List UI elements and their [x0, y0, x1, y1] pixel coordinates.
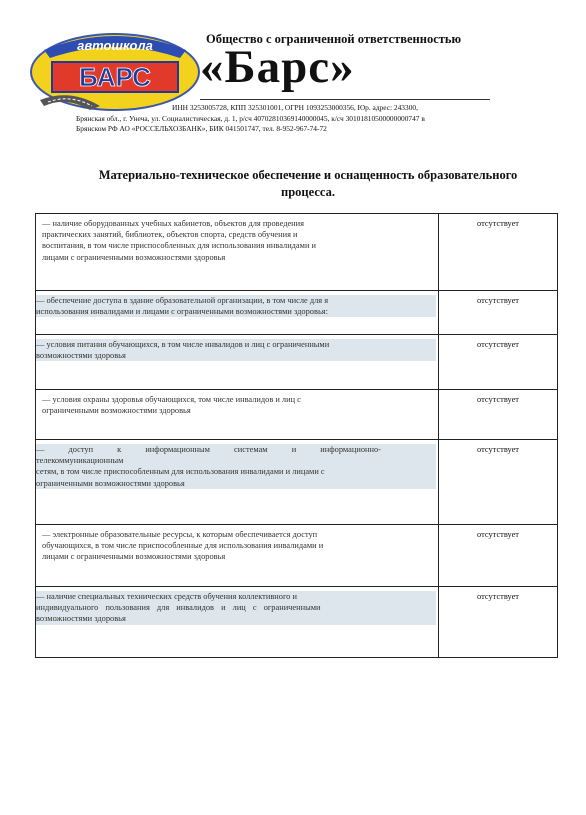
- row-status: отсутствует: [439, 587, 558, 658]
- row-line: — наличие специальных технических средств обучения коллективного и: [36, 592, 297, 601]
- requisites-line: Брянская обл., г. Унеча, ул. Социалистическая, д. 1, р/сч 40702810369140000045, к/сч 30101810500000000747 в: [76, 113, 425, 123]
- row-line: воспитания, в том числе приспособленных для использования инвалидами и: [42, 241, 317, 251]
- bars-logo: [30, 28, 200, 112]
- row-line: [36, 444, 436, 455]
- row-line: практических занятий, библиотек, объектов спорта, средств обучения и: [42, 230, 298, 240]
- table-row: [36, 390, 558, 440]
- equipment-table: [35, 213, 558, 658]
- row-description: [36, 335, 439, 390]
- row-description: [36, 291, 439, 335]
- row-line: телекоммуникационным: [36, 456, 124, 466]
- row-line: — условия питания обучающихся, в том числе инвалидов и лиц с ограниченными: [36, 340, 330, 349]
- row-line: лицами с ограниченными возможностями здоровья: [42, 252, 226, 262]
- row-description: [36, 587, 439, 658]
- row-description: [36, 440, 439, 525]
- table-row: [36, 335, 558, 390]
- row-line: сетям, в том числе приспособленным для использования инвалидами и лицами с: [36, 467, 325, 477]
- row-line-text: — доступ к информационным системам и информационно-: [36, 445, 381, 454]
- row-line: использования инвалидами и лицами с ограниченными возможностями здоровья:: [36, 307, 328, 317]
- table-row: [36, 440, 558, 525]
- header-divider: [200, 99, 490, 100]
- page-heading: [56, 167, 560, 201]
- logo-text-top: автошкола: [77, 38, 153, 53]
- logo-text-main: БАРС: [79, 62, 151, 92]
- row-line: — условия охраны здоровья обучающихся, том числе инвалидов и лиц с: [42, 395, 301, 404]
- requisites-line: ИНН 3253005728, КПП 325301001, ОГРН 1093253000356, Юр. адрес: 243300,: [172, 103, 418, 112]
- row-status: отсутствует: [439, 525, 558, 587]
- row-description: [36, 525, 439, 587]
- row-line: обучающихся, в том числе приспособленные для использования инвалидами и: [42, 541, 324, 551]
- row-line: возможностями здоровья: [36, 614, 126, 624]
- row-line: возможностями здоровья: [36, 351, 126, 361]
- row-line: ограниченными возможностями здоровья: [42, 406, 191, 416]
- heading-line: Материально-техническое обеспечение и оснащенность образовательного: [98, 168, 518, 182]
- requisites-line: Брянском РФ АО «РОССЕЛЬХОЗБАНК», БИК 041501747, тел. 8-952-967-74-72: [76, 124, 327, 133]
- row-description: [36, 390, 439, 440]
- requisites: [76, 103, 516, 135]
- org-title: Общество с ограниченной ответственностью: [206, 32, 462, 46]
- row-line: индивидуального пользования для инвалидов и лиц с ограниченными: [36, 603, 321, 613]
- row-status: отсутствует: [439, 390, 558, 440]
- row-status: отсутствует: [439, 291, 558, 335]
- row-description: [36, 214, 439, 291]
- table-row: [36, 214, 558, 291]
- row-line: ограниченными возможностями здоровья: [36, 478, 185, 488]
- row-status: отсутствует: [439, 335, 558, 390]
- org-name: «Барс»: [200, 41, 355, 93]
- row-status: отсутствует: [439, 214, 558, 291]
- row-status: отсутствует: [439, 440, 558, 525]
- table-row: [36, 587, 558, 658]
- table-row: [36, 525, 558, 587]
- heading-line: процесса.: [281, 185, 335, 199]
- row-line: лицами с ограниченными возможностями здоровья: [42, 552, 226, 562]
- table-row: [36, 291, 558, 335]
- row-line: — электронные образовательные ресурсы, к которым обеспечивается доступ: [42, 530, 318, 539]
- row-line: — наличие оборудованных учебных кабинетов, объектов для проведения: [42, 219, 304, 228]
- row-line: — обеспечение доступа в здание образовательной организации, в том числе для я: [36, 296, 329, 305]
